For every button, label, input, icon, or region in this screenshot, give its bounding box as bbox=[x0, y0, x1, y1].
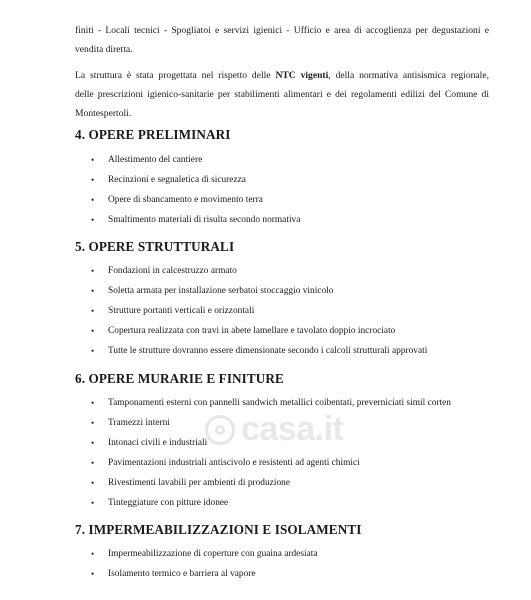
bullet-icon: • bbox=[91, 306, 95, 316]
structure-text-2: , della normativa antisismica regionale, bbox=[328, 70, 489, 81]
list-item-text: Allestimento del cantiere bbox=[108, 155, 203, 165]
structure-line-1 bbox=[75, 66, 489, 85]
list-item-text: Pavimentazioni industriali antiscivolo e resistenti ad agenti chimici bbox=[108, 458, 360, 468]
bullet-icon: • bbox=[91, 215, 95, 225]
bullet-icon: • bbox=[91, 326, 95, 336]
section-heading-4: 4. OPERE PRELIMINARI bbox=[75, 127, 231, 142]
bullet-icon: • bbox=[91, 195, 95, 205]
bullet-icon: • bbox=[91, 438, 95, 448]
structure-line-2: delle prescrizioni igienico-sanitarie per stabilimenti alimentari e dei regolamenti edilizi del Comune di bbox=[75, 89, 489, 100]
bullet-icon: • bbox=[91, 418, 95, 428]
list-item-text: Strutture portanti verticali e orizzontali bbox=[108, 306, 255, 316]
list-item-text: Copertura realizzata con travi in abete lamellare e tavolato doppio incrociato bbox=[108, 326, 396, 336]
list-item-text: Soletta armata per installazione serbatoi stoccaggio vinicolo bbox=[108, 286, 334, 296]
bullet-icon: • bbox=[91, 155, 95, 165]
list-item-text: Tutte le strutture dovranno essere dimensionate secondo i calcoli strutturali approvati bbox=[108, 346, 428, 356]
list-item-text: Intonaci civili e industriali bbox=[108, 438, 208, 448]
section-heading-7: 7. IMPERMEABILIZZAZIONI E ISOLAMENTI bbox=[75, 522, 362, 537]
list-item-text: Fondazioni in calcestruzzo armato bbox=[108, 266, 237, 276]
bullet-icon: • bbox=[91, 286, 95, 296]
list-item-text: Recinzioni e segnaletica di sicurezza bbox=[108, 175, 246, 185]
bullet-icon: • bbox=[91, 569, 95, 579]
list-item-text: Tramezzi interni bbox=[108, 418, 170, 428]
structure-line-3: Montespertoli. bbox=[75, 108, 132, 119]
structure-bold-ntc: NTC vigenti bbox=[275, 70, 329, 81]
bullet-icon: • bbox=[91, 175, 95, 185]
list-item-text: Tinteggiature con pitture idonee bbox=[108, 498, 229, 508]
list-item-text: Smaltimento materiali di risulta secondo normativa bbox=[108, 215, 301, 225]
list-item-text: Isolamento termico e barriera al vapore bbox=[108, 569, 256, 579]
section-heading-5: 5. OPERE STRUTTURALI bbox=[75, 239, 235, 254]
list-item-text: Opere di sbancamento e movimento terra bbox=[108, 195, 263, 205]
bullet-icon: • bbox=[91, 346, 95, 356]
casa-it-logo-icon bbox=[205, 415, 235, 445]
structure-text-1: La struttura è stata progettata nel rispetto delle bbox=[75, 70, 276, 81]
list-item-text: Rivestimenti lavabili per ambienti di produzione bbox=[108, 478, 290, 488]
section-heading-6: 6. OPERE MURARIE E FINITURE bbox=[75, 371, 284, 386]
watermark-text: casa.it bbox=[241, 410, 344, 448]
bullet-icon: • bbox=[91, 398, 95, 408]
watermark bbox=[205, 410, 343, 449]
intro-paragraph bbox=[75, 21, 489, 59]
list-item-text: Impermeabilizzazione di coperture con guaina ardesiata bbox=[108, 549, 318, 559]
bullet-icon: • bbox=[91, 266, 95, 276]
list-item-text: Tamponamenti esterni con pannelli sandwich metallici coibentati, preverniciati simil corten bbox=[108, 398, 451, 408]
bullet-icon: • bbox=[91, 498, 95, 508]
intro-line-1: finiti - Locali tecnici - Spogliatoi e servizi igienici - Ufficio e area di accoglienza per degustazioni e bbox=[75, 25, 489, 36]
structure-paragraph bbox=[75, 66, 489, 123]
bullet-icon: • bbox=[91, 549, 95, 559]
bullet-icon: • bbox=[91, 458, 95, 468]
intro-line-2: vendita diretta. bbox=[75, 44, 133, 55]
bullet-icon: • bbox=[91, 478, 95, 488]
